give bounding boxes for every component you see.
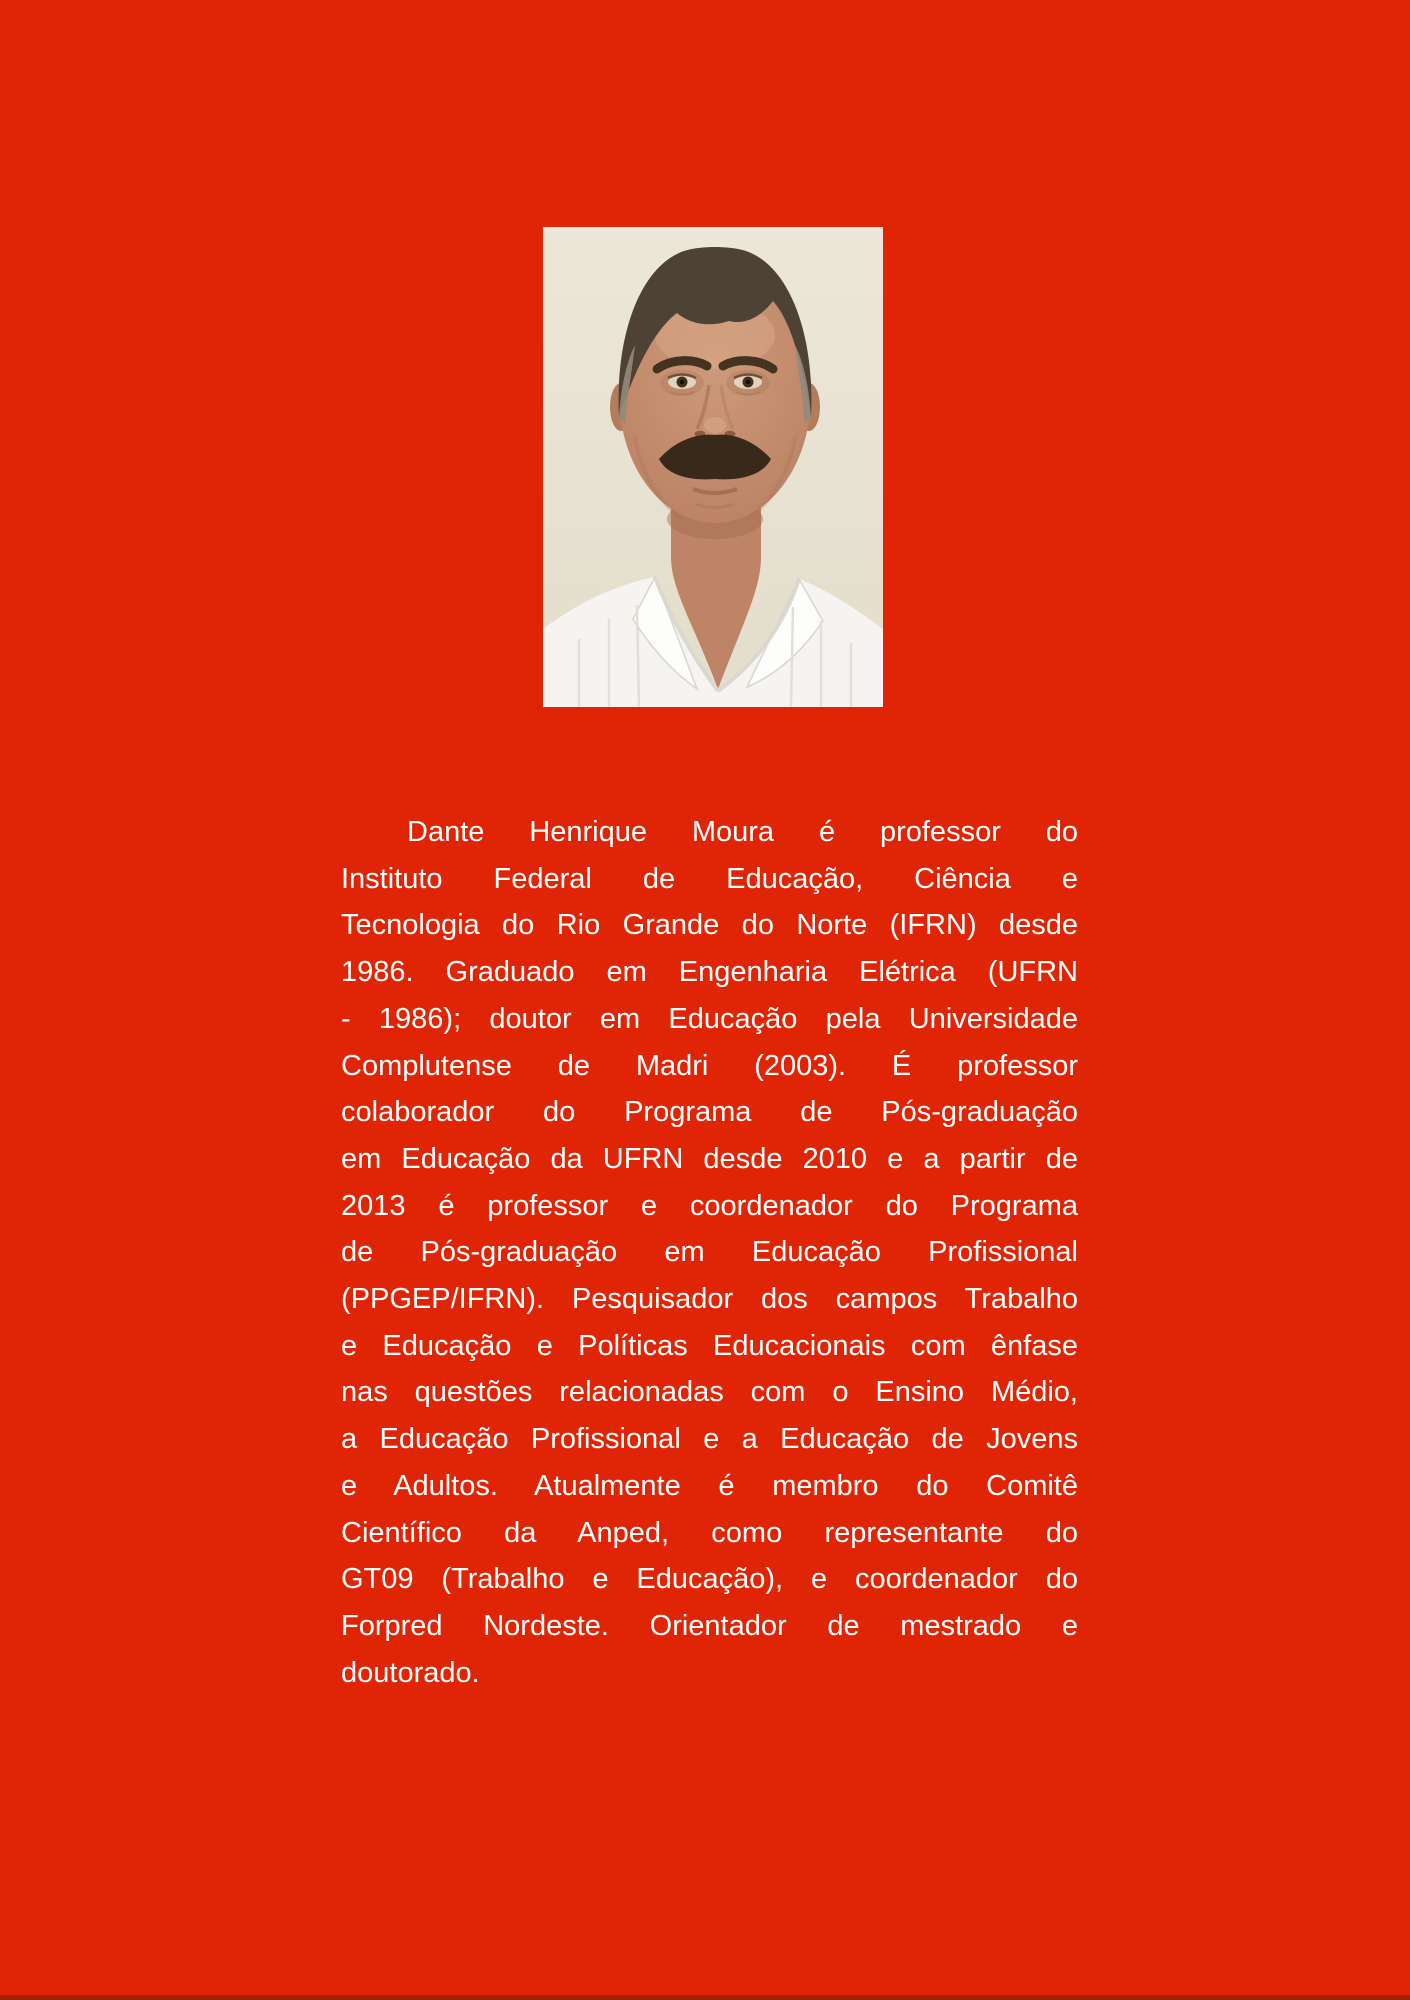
bio-line: Instituto Federal de Educação, Ciência e	[341, 862, 1078, 895]
bio-line: - 1986); doutor em Educação pela Universidade	[341, 1002, 1078, 1035]
bio-line: Complutense de Madri (2003). É professor	[341, 1049, 1078, 1082]
bio-line: GT09 (Trabalho e Educação), e coordenador do	[341, 1563, 1078, 1596]
bio-line: Científico da Anped, como representante do	[341, 1516, 1078, 1549]
bio-line: e Educação e Políticas Educacionais com ênfase	[341, 1329, 1078, 1362]
bio-line: (PPGEP/IFRN). Pesquisador dos campos Trabalho	[341, 1283, 1078, 1316]
bio-line: em Educação da UFRN desde 2010 e a partir de	[341, 1142, 1078, 1175]
bio-line: Dante Henrique Moura é professor do	[407, 816, 1078, 848]
bio-line: Tecnologia do Rio Grande do Norte (IFRN) desde	[341, 909, 1078, 942]
bio-line: 2013 é professor e coordenador do Programa	[341, 1189, 1078, 1222]
bio-line: a Educação Profissional e a Educação de Jovens	[341, 1423, 1078, 1456]
bio-line: colaborador do Programa de Pós-graduação	[341, 1096, 1078, 1129]
bio-line: de Pós-graduação em Educação Profissional	[341, 1236, 1078, 1269]
bio-line: e Adultos. Atualmente é membro do Comitê	[341, 1469, 1078, 1502]
author-bio	[341, 809, 1078, 1696]
bio-line: nas questões relacionadas com o Ensino Médio,	[341, 1376, 1078, 1409]
bottom-edge-strip	[0, 1995, 1410, 2000]
bio-line: doutorado.	[341, 1656, 480, 1689]
bio-line: Forpred Nordeste. Orientador de mestrado e	[341, 1609, 1078, 1642]
bio-line: 1986. Graduado em Engenharia Elétrica (UFRN	[341, 956, 1078, 989]
portrait-illustration	[543, 227, 883, 707]
author-photo	[543, 227, 883, 707]
